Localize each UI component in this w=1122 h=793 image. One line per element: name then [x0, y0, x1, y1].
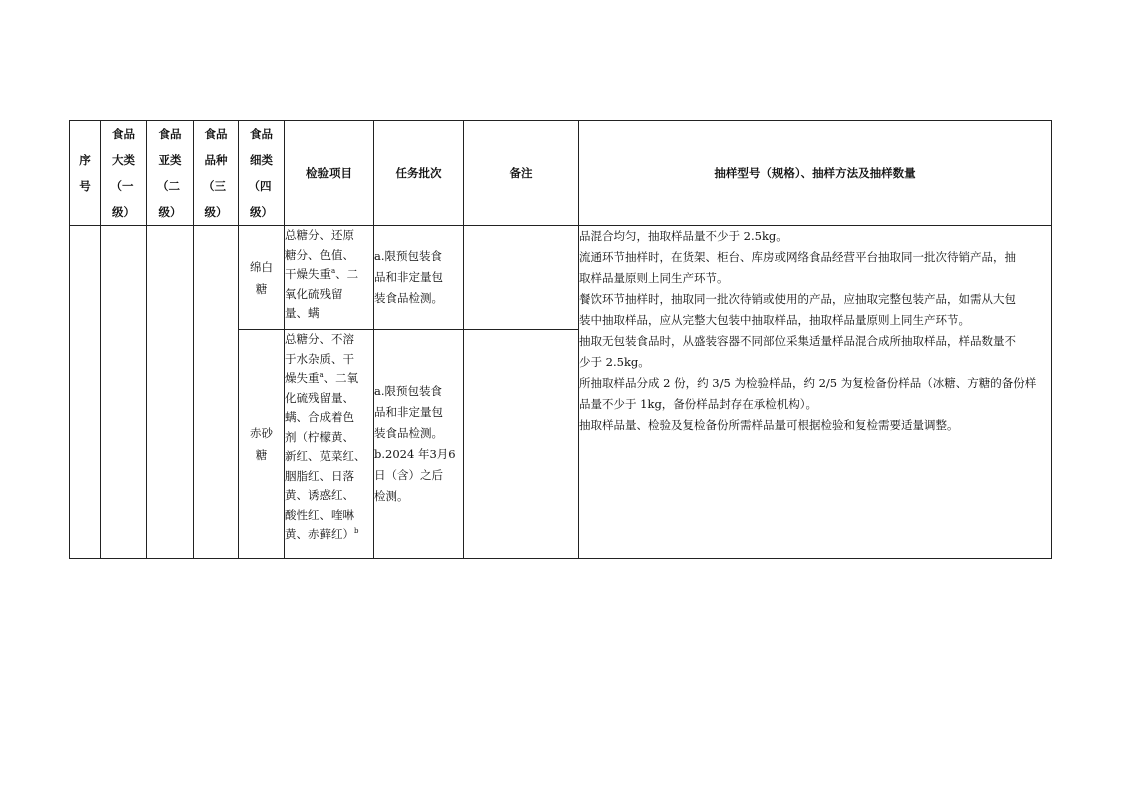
cell-subcategory	[239, 330, 285, 559]
header-sampling-method: 抽样型号（规格）、抽样方法及抽样数量	[579, 121, 1052, 226]
test-item-line: 黄、诱惑红、	[285, 488, 354, 502]
subcategory-line: 赤砂	[250, 426, 273, 440]
cell-task-batch	[374, 330, 464, 559]
method-line: 品量不少于 1kg，备份样品封存在承检机构）。	[579, 397, 818, 411]
batch-line: a.限预包装食	[374, 384, 443, 398]
header-task-batch: 任务批次	[374, 121, 464, 226]
header-seq-line: 号	[79, 179, 91, 193]
method-line: 少于 2.5kg。	[579, 355, 650, 369]
header-cat1-line: （一	[110, 179, 134, 193]
header-cat4-line: 食品	[250, 127, 273, 141]
subcategory-line: 绵白	[250, 259, 273, 274]
cell-subcategory	[239, 226, 285, 330]
header-cat3-line: 食品	[204, 127, 228, 141]
method-line: 取样品量原则上同生产环节。	[579, 271, 729, 285]
header-category-level1	[101, 121, 147, 226]
header-category-level4	[239, 121, 285, 226]
footnote-mark: a	[319, 371, 324, 380]
method-line: 餐饮环节抽样时，抽取同一批次待销或使用的产品，应抽取完整包装产品，如需从大包	[579, 292, 1016, 306]
batch-line: 日（含）之后	[374, 468, 443, 482]
test-item-line: 量、螨	[285, 306, 320, 320]
header-remark: 备注	[464, 121, 579, 226]
cell-category-level2	[147, 226, 194, 559]
test-item-line: 总糖分、还原	[285, 228, 354, 242]
cell-seq	[70, 226, 101, 559]
batch-line: b.2024 年3月6	[374, 447, 456, 461]
batch-line: 装食品检测。	[374, 426, 443, 440]
footnote-mark: b	[354, 527, 359, 536]
test-item-line: 氧化硫残留	[285, 286, 343, 301]
test-item-line: 新红、苋菜红、	[285, 449, 366, 463]
test-item-line: 胭脂红、日落	[285, 468, 354, 483]
header-cat2-line: 级）	[158, 205, 182, 219]
test-item-line: 螨、合成着色	[285, 410, 354, 424]
test-item-line: 糖分、色值、	[285, 247, 354, 262]
cell-sampling-method	[579, 226, 1052, 559]
header-test-items: 检验项目	[285, 121, 374, 226]
test-item-line: 剂（柠檬黄、	[285, 429, 354, 444]
cell-task-batch	[374, 226, 464, 330]
test-item-line: 于水杂质、干	[285, 351, 354, 366]
header-cat1-line: 级）	[112, 205, 135, 219]
method-line: 装中抽取样品，应从完整大包装中抽取样品，抽取样品量原则上同生产环节。	[579, 313, 970, 327]
header-cat2-line: （二	[157, 179, 180, 193]
footnote-mark: a	[331, 267, 336, 276]
header-cat2-line: 食品	[158, 127, 182, 141]
subcategory-line: 糖	[255, 448, 268, 462]
cell-category-level1	[101, 226, 147, 559]
header-cat1-line: 食品	[112, 127, 135, 141]
cell-remark	[464, 330, 579, 559]
header-row	[70, 121, 1052, 226]
cell-test-items	[285, 330, 374, 559]
cell-test-items	[285, 226, 374, 330]
header-cat3-line: （三	[203, 179, 226, 193]
subcategory-line: 糖	[255, 281, 268, 296]
batch-line: 品和非定量包	[374, 270, 443, 284]
table-row	[70, 226, 1052, 330]
sampling-spec-table	[69, 120, 1052, 559]
batch-line: 检测。	[374, 489, 409, 503]
header-cat1-line: 大类	[112, 153, 135, 167]
batch-line: 装食品检测。	[374, 291, 443, 305]
method-line: 流通环节抽样时，在货架、柜台、库房或网络食品经营平台抽取同一批次待销产品，抽	[579, 250, 1016, 264]
header-cat4-line: 级）	[250, 205, 273, 219]
cell-category-level3	[194, 226, 239, 559]
header-cat2-line: 亚类	[158, 153, 182, 167]
method-line: 品混合均匀，抽取样品量不少于 2.5kg。	[579, 229, 788, 243]
header-cat3-line: 品种	[204, 153, 228, 167]
cell-remark	[464, 226, 579, 330]
method-line: 所抽取样品分成 2 份，约 3/5 为检验样品，约 2/5 为复检备份样品（冰糖、方糖的备份样	[579, 376, 1037, 390]
header-cat3-line: 级）	[204, 205, 228, 219]
header-category-level2	[147, 121, 194, 226]
header-seq	[70, 121, 101, 226]
header-cat4-line: 细类	[250, 153, 273, 167]
test-item-line: 燥失重$^a$、二氧	[285, 371, 359, 385]
method-line: 抽取无包装食品时，从盛装容器不同部位采集适量样品混合成所抽取样品，样品数量不	[579, 334, 1016, 348]
test-item-line: 黄、赤藓红）$^b$	[285, 527, 359, 541]
test-item-line: 干燥失重$^a$、二	[285, 267, 359, 281]
test-item-line: 酸性红、喹啉	[285, 507, 354, 522]
header-category-level3	[194, 121, 239, 226]
test-item-line: 化硫残留量、	[285, 390, 354, 405]
batch-line: 品和非定量包	[374, 405, 443, 419]
header-seq-line: 序	[79, 153, 91, 167]
test-item-line: 总糖分、不溶	[285, 332, 354, 346]
method-line: 抽取样品量、检验及复检备份所需样品量可根据检验和复检需要适量调整。	[579, 418, 959, 432]
batch-line: a.限预包装食	[374, 249, 443, 263]
header-cat4-line: （四	[248, 179, 272, 193]
